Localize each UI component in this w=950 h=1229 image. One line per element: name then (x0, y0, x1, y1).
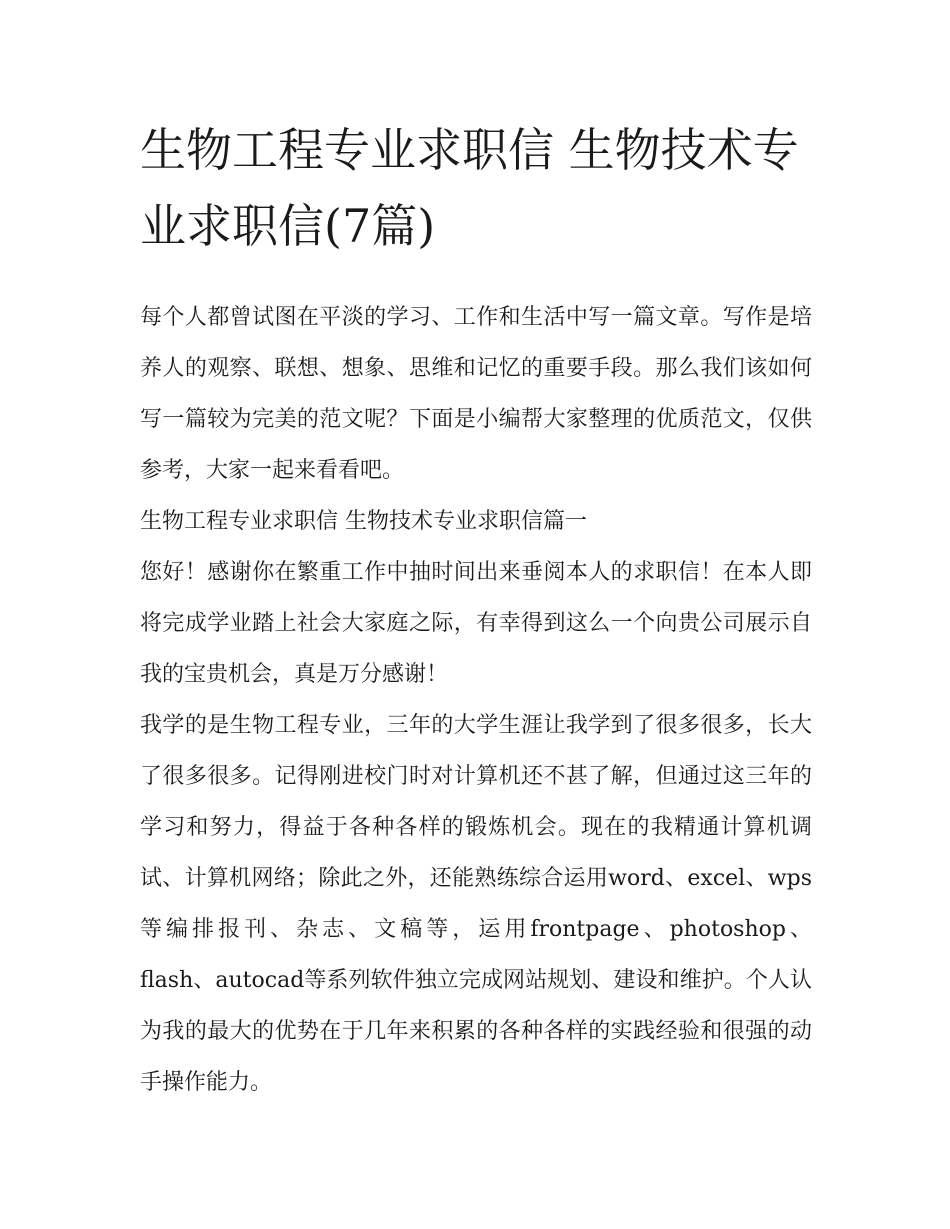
greeting-paragraph: 您好！感谢你在繁重工作中抽时间出来垂阅本人的求职信！在本人即将完成学业踏上社会大家庭之际，有幸得到这么一个向贵公司展示自我的宝贵机会，真是万分感谢！ (140, 560, 812, 687)
document-page (140, 112, 812, 1108)
intro-paragraph: 每个人都曾试图在平淡的学习、工作和生活中写一篇文章。写作是培养人的观察、联想、想象、思维和记忆的重要手段。那么我们该如何写一篇较为完美的范文呢？下面是小编帮大家整理的优质范文，仅供参考，大家一起来看看吧。 (140, 305, 812, 483)
section-heading: 生物工程专业求职信 生物技术专业求职信篇一 (140, 509, 587, 534)
body-paragraph: 我学的是生物工程专业，三年的大学生涯让我学到了很多很多，长大了很多很多。记得刚进校门时对计算机还不甚了解，但通过这三年的学习和努力，得益于各种各样的锻炼机会。现在的我精通计算机调试、计算机网络；除此之外，还能熟练综合运用word、excel、wps等编排报刊、杂志、文稿等，运用frontpage、photoshop、flash、autocad等系列软件独立完成网站规划、建设和维护。个人认为我的最大的优势在于几年来积累的各种各样的实践经验和很强的动手操作能力。 (140, 713, 812, 1095)
document-title: 生物工程专业求职信 生物技术专业求职信(7篇) (140, 123, 799, 253)
